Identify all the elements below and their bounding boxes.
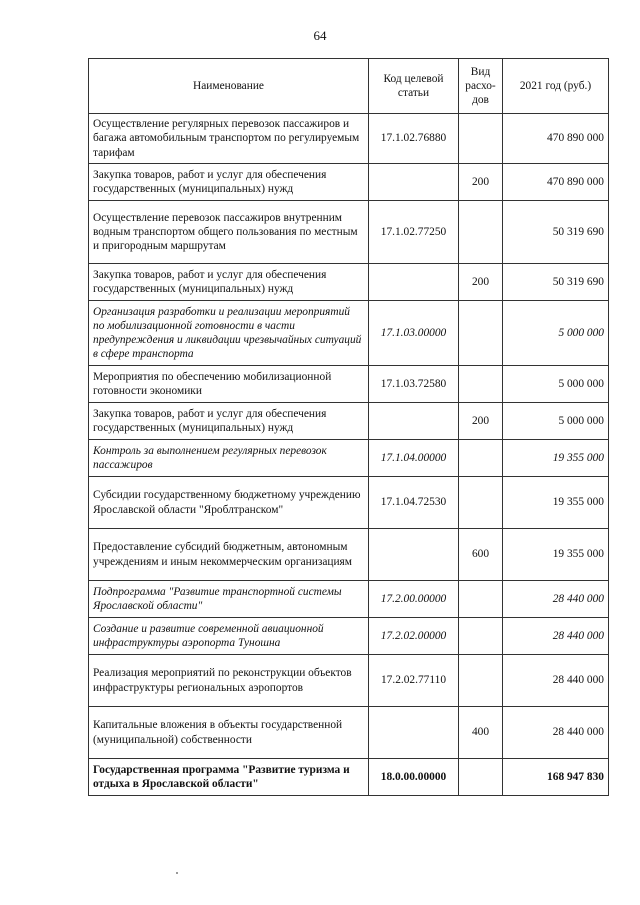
row-type-cell: 200: [459, 164, 503, 201]
row-type-cell: [459, 655, 503, 707]
table-body: [89, 114, 609, 796]
row-code-cell: 18.0.00.00000: [369, 759, 459, 796]
row-amount-cell: 19 355 000: [503, 529, 609, 581]
table-row: [89, 707, 609, 759]
table-row: [89, 264, 609, 301]
row-amount-cell: 470 890 000: [503, 164, 609, 201]
row-type-cell: 200: [459, 403, 503, 440]
row-code-cell: [369, 529, 459, 581]
table-row: [89, 301, 609, 366]
row-code-cell: 17.1.02.77250: [369, 201, 459, 264]
table-row: [89, 655, 609, 707]
row-amount-cell: 50 319 690: [503, 264, 609, 301]
row-type-cell: [459, 581, 503, 618]
row-code-cell: 17.2.02.00000: [369, 618, 459, 655]
header-code: Код целевой статьи: [369, 59, 459, 114]
row-code-cell: [369, 264, 459, 301]
table-row: [89, 529, 609, 581]
table-row: [89, 440, 609, 477]
row-name-cell: Контроль за выполнением регулярных перевозок пассажиров: [89, 440, 369, 477]
row-name-cell: Закупка товаров, работ и услуг для обеспечения государственных (муниципальных) нужд: [89, 164, 369, 201]
row-name-cell: Осуществление перевозок пассажиров внутренним водным транспортом общего пользования по местным и пригородным маршрутам: [89, 201, 369, 264]
row-name-cell: Подпрограмма "Развитие транспортной системы Ярославской области": [89, 581, 369, 618]
row-amount-cell: 19 355 000: [503, 440, 609, 477]
row-amount-cell: 28 440 000: [503, 618, 609, 655]
row-name-cell: Закупка товаров, работ и услуг для обеспечения государственных (муниципальных) нужд: [89, 403, 369, 440]
table-header-row: [89, 59, 609, 114]
header-name: Наименование: [89, 59, 369, 114]
row-type-cell: [459, 366, 503, 403]
table-row: [89, 477, 609, 529]
row-amount-cell: 28 440 000: [503, 707, 609, 759]
table-row: [89, 164, 609, 201]
row-amount-cell: 5 000 000: [503, 403, 609, 440]
row-name-cell: Субсидии государственному бюджетному учреждению Ярославской области "Яроблтранском": [89, 477, 369, 529]
row-code-cell: 17.1.03.00000: [369, 301, 459, 366]
row-amount-cell: 168 947 830: [503, 759, 609, 796]
row-name-cell: Мероприятия по обеспечению мобилизационной готовности экономики: [89, 366, 369, 403]
row-type-cell: [459, 201, 503, 264]
row-code-cell: 17.2.00.00000: [369, 581, 459, 618]
row-type-cell: 200: [459, 264, 503, 301]
row-code-cell: 17.1.03.72580: [369, 366, 459, 403]
row-code-cell: [369, 164, 459, 201]
row-amount-cell: 470 890 000: [503, 114, 609, 164]
row-code-cell: 17.2.02.77110: [369, 655, 459, 707]
table-row: [89, 366, 609, 403]
row-code-cell: 17.1.02.76880: [369, 114, 459, 164]
row-type-cell: [459, 114, 503, 164]
row-type-cell: 600: [459, 529, 503, 581]
row-code-cell: 17.1.04.00000: [369, 440, 459, 477]
table-row: [89, 403, 609, 440]
table-row: [89, 114, 609, 164]
row-amount-cell: 5 000 000: [503, 366, 609, 403]
row-amount-cell: 28 440 000: [503, 581, 609, 618]
table-row: [89, 759, 609, 796]
table-row: [89, 581, 609, 618]
row-type-cell: 400: [459, 707, 503, 759]
header-amount: 2021 год (руб.): [503, 59, 609, 114]
page-speck: [176, 872, 178, 874]
row-name-cell: Осуществление регулярных перевозок пассажиров и багажа автомобильным транспортом по регулируемым тарифам: [89, 114, 369, 164]
table-row: [89, 201, 609, 264]
header-type: Вид расхо-дов: [459, 59, 503, 114]
row-type-cell: [459, 301, 503, 366]
row-amount-cell: 5 000 000: [503, 301, 609, 366]
row-code-cell: [369, 707, 459, 759]
row-amount-cell: 19 355 000: [503, 477, 609, 529]
row-code-cell: [369, 403, 459, 440]
budget-table: [88, 58, 609, 796]
row-type-cell: [459, 440, 503, 477]
row-amount-cell: 28 440 000: [503, 655, 609, 707]
table-row: [89, 618, 609, 655]
page-number: 64: [313, 28, 327, 43]
row-name-cell: Создание и развитие современной авиационной инфраструктуры аэропорта Туношна: [89, 618, 369, 655]
row-name-cell: Предоставление субсидий бюджетным, автономным учреждениям и иным некоммерческим организациям: [89, 529, 369, 581]
row-name-cell: Капитальные вложения в объекты государственной (муниципальной) собственности: [89, 707, 369, 759]
row-code-cell: 17.1.04.72530: [369, 477, 459, 529]
row-name-cell: Государственная программа "Развитие туризма и отдыха в Ярославской области": [89, 759, 369, 796]
row-type-cell: [459, 477, 503, 529]
row-name-cell: Реализация мероприятий по реконструкции объектов инфраструктуры региональных аэропортов: [89, 655, 369, 707]
row-amount-cell: 50 319 690: [503, 201, 609, 264]
row-name-cell: Закупка товаров, работ и услуг для обеспечения государственных (муниципальных) нужд: [89, 264, 369, 301]
row-name-cell: Организация разработки и реализации мероприятий по мобилизационной готовности в части предупреждения и ликвидации чрезвычайных ситуаций в сфере транспорта: [89, 301, 369, 366]
row-type-cell: [459, 759, 503, 796]
row-type-cell: [459, 618, 503, 655]
